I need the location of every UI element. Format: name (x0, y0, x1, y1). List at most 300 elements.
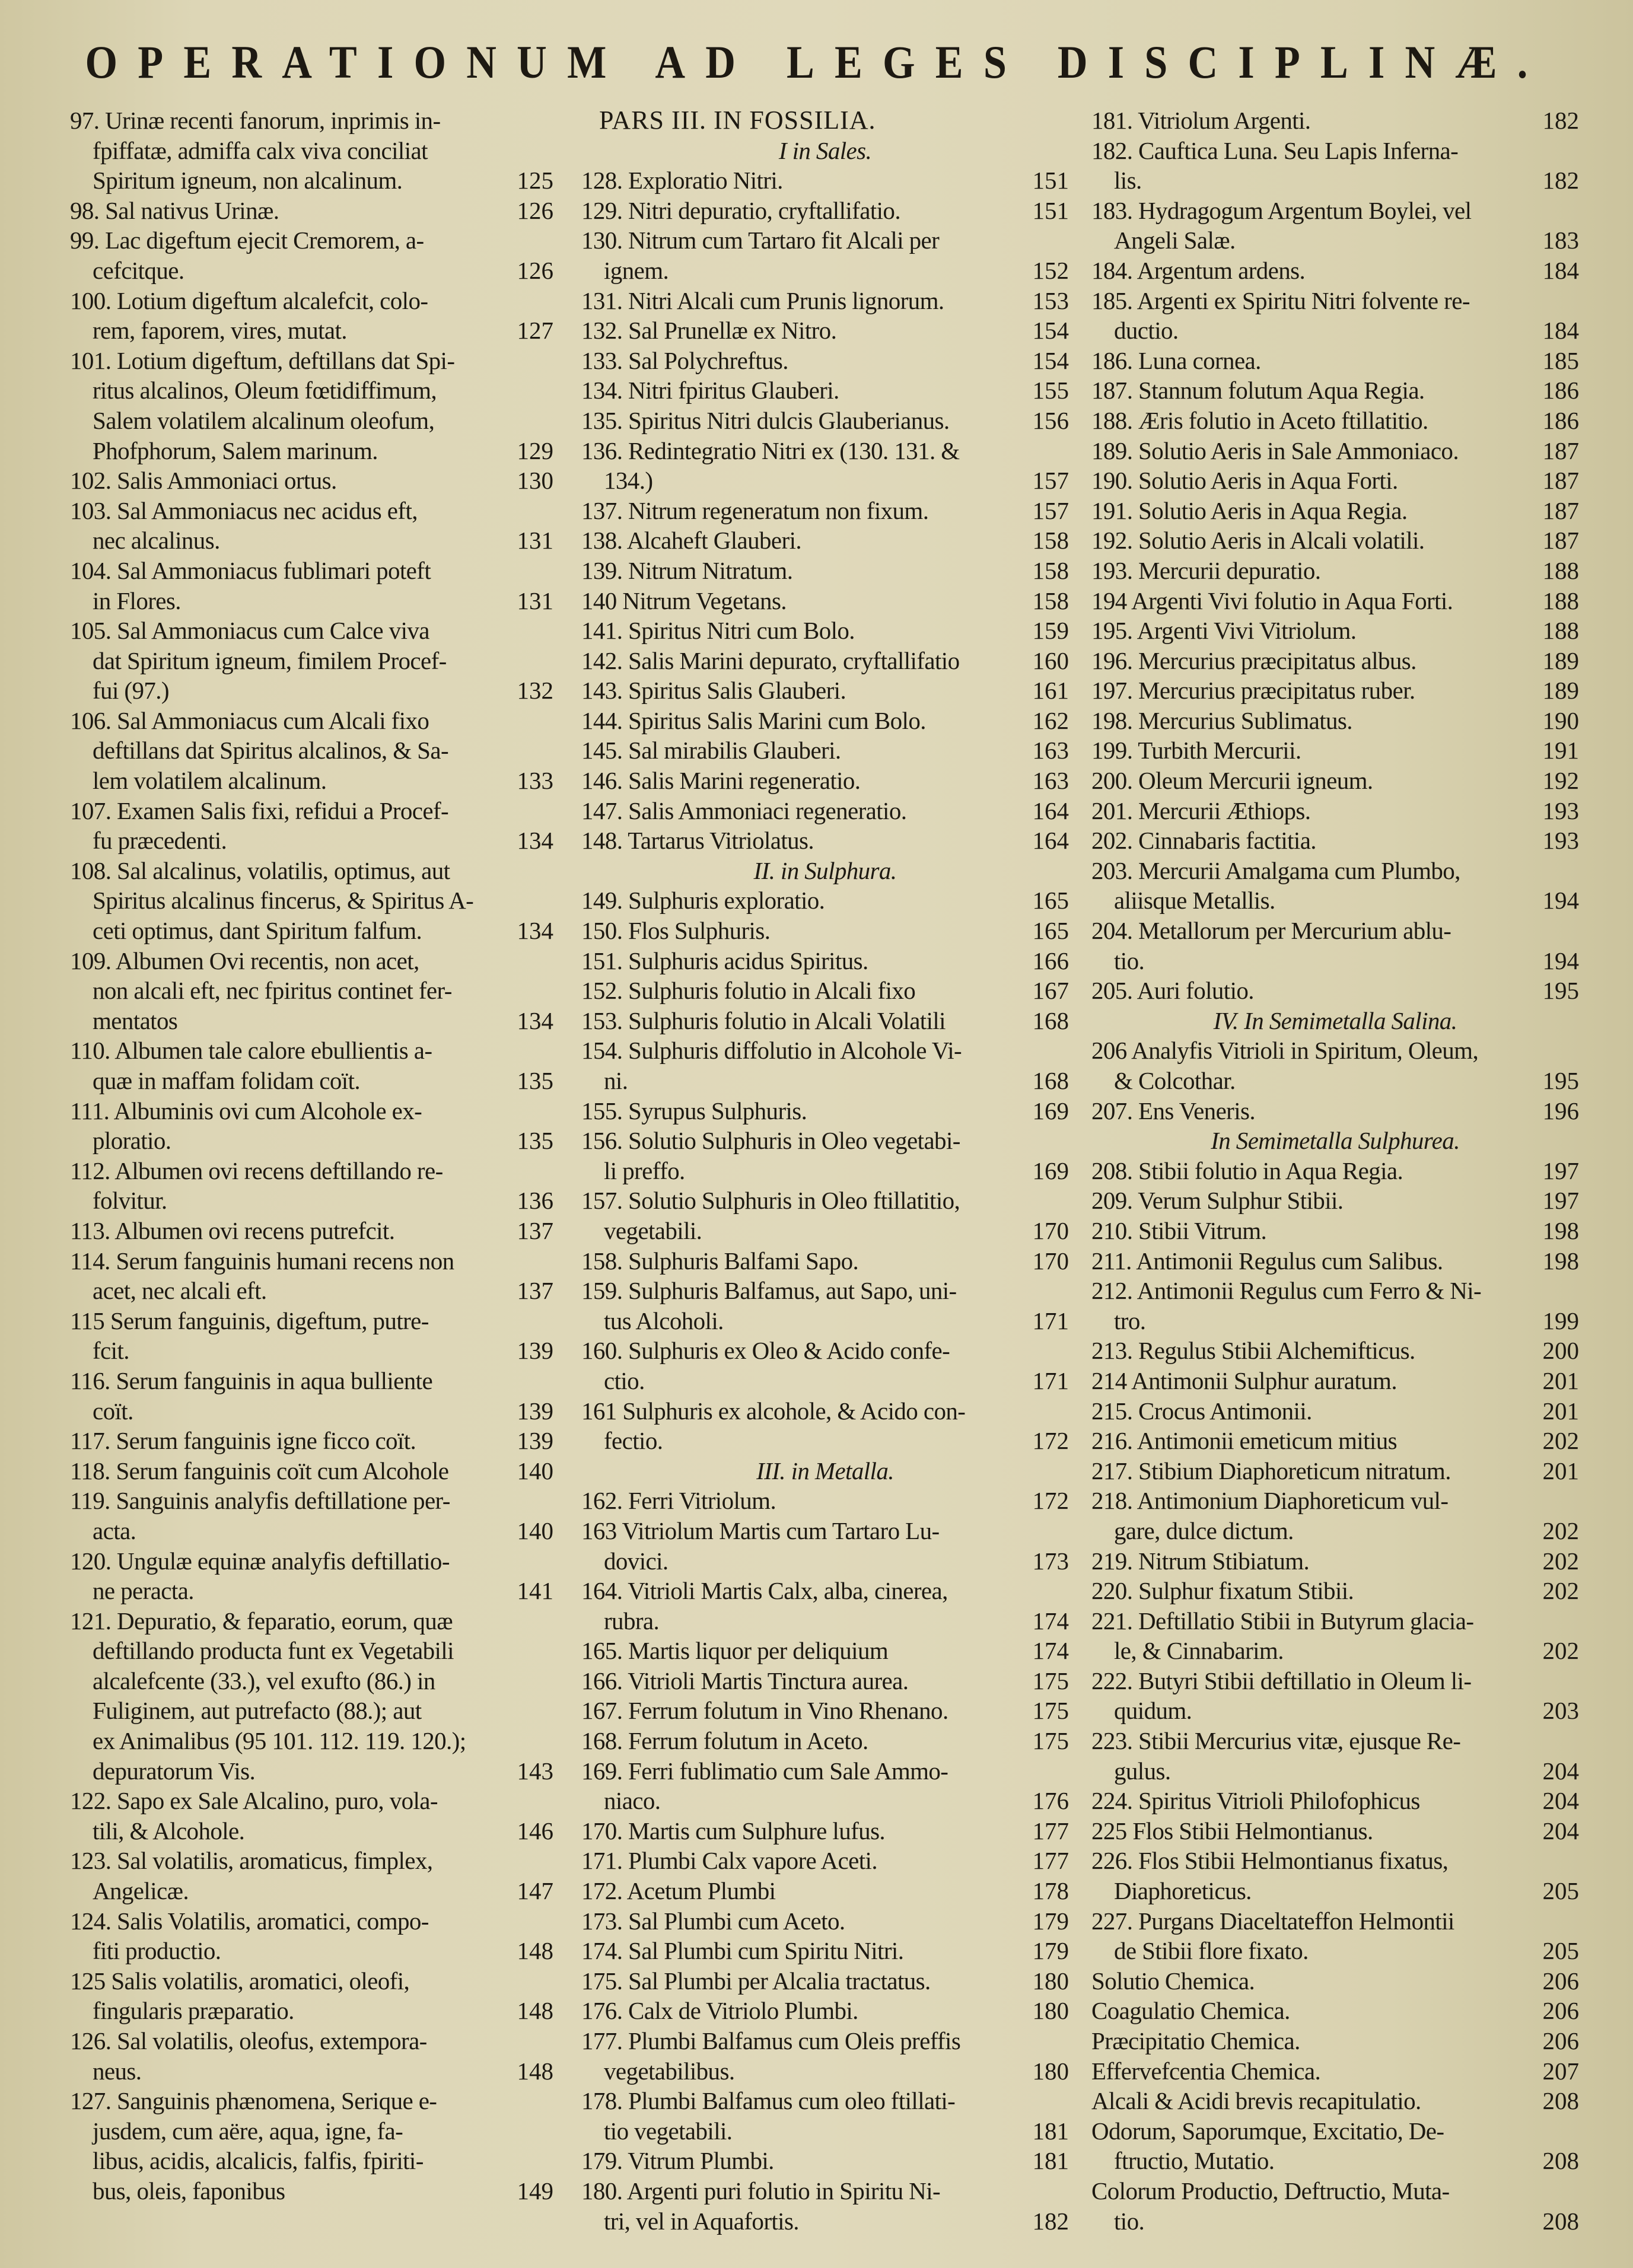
index-entry-line (581, 375, 1069, 406)
entry-text: coït. (93, 1397, 133, 1425)
index-entry-line (1091, 1396, 1579, 1426)
index-entry-line (70, 1516, 553, 1546)
entry-text: 135. Spiritus Nitri dulcis Glauberianus. (581, 406, 950, 434)
index-entry-line (1091, 1426, 1579, 1456)
index-column-right (1091, 106, 1579, 2236)
entry-text: tio. (1114, 2207, 1145, 2235)
page-number: 135 (517, 1067, 553, 1094)
index-entry-line (1091, 1606, 1579, 1636)
entry-text: 195. Argenti Vivi Vitriolum. (1091, 617, 1357, 645)
index-entry-line (581, 1666, 1069, 1696)
index-entry-line (581, 346, 1069, 376)
index-entry-line (581, 1876, 1069, 1906)
index-entry-line (70, 616, 553, 646)
page-number: 137 (517, 1216, 553, 1244)
index-entry-line (70, 1006, 553, 1036)
entry-text: 211. Antimonii Regulus cum Salibus. (1091, 1247, 1443, 1275)
entry-text: 222. Butyri Stibii deftillatio in Oleum li- (1091, 1667, 1472, 1694)
entry-text: 123. Sal volatilis, aromaticus, fimplex, (70, 1847, 433, 1875)
index-entry-line (581, 1096, 1069, 1126)
page-number: 139 (517, 1337, 553, 1365)
entry-text: 133. Sal Polychreftus. (581, 346, 788, 374)
index-entry-line (581, 616, 1069, 646)
index-entry-line (70, 196, 553, 226)
entry-text: nec alcalinus. (93, 527, 220, 555)
entry-text: Diaphoreticus. (1114, 1877, 1252, 1905)
page-number: 187 (1542, 527, 1579, 555)
page-number: 197 (1542, 1157, 1579, 1184)
page-number: 151 (1032, 196, 1069, 224)
entry-text: ftructio, Mutatio. (1114, 2147, 1275, 2175)
index-entry-line (581, 496, 1069, 526)
index-entry-line (581, 796, 1069, 826)
page-number: 186 (1542, 377, 1579, 404)
index-entry-line (1091, 556, 1579, 586)
page-number: 176 (1032, 1787, 1069, 1815)
page-number: 191 (1542, 737, 1579, 765)
index-entry-line (70, 586, 553, 616)
entry-text: Spiritus alcalinus fincerus, & Spiritus A- (93, 887, 474, 915)
page-number: 175 (1032, 1667, 1069, 1694)
index-entry-line (70, 1276, 553, 1306)
page-number: 179 (1032, 1907, 1069, 1935)
entry-text: Coagulatio Chemica. (1091, 1997, 1290, 2025)
index-entry-line (70, 1996, 553, 2026)
index-entry-line (581, 1996, 1069, 2026)
index-entry-line (581, 646, 1069, 676)
page-number: 205 (1542, 1937, 1579, 1965)
page-number: 133 (517, 767, 553, 795)
entry-text: 198. Mercurius Sublimatus. (1091, 706, 1352, 734)
entry-text: 126. Sal volatilis, oleofus, extempora- (70, 2027, 427, 2054)
entry-text: 136. Redintegratio Nitri ex (130. 131. & (581, 437, 960, 464)
index-entry-line (1091, 676, 1579, 706)
page-number: 171 (1032, 1366, 1069, 1394)
index-entry-line (70, 1666, 553, 1696)
index-entry-line (70, 1756, 553, 1786)
entry-text: 130. Nitrum cum Tartaro fit Alcali per (581, 227, 940, 254)
index-entry-line (1091, 1336, 1579, 1366)
index-entry-line (1091, 346, 1579, 376)
entry-text: 203. Mercurii Amalgama cum Plumbo, (1091, 856, 1460, 884)
page-number: 157 (1032, 467, 1069, 495)
entry-text: Angelicæ. (93, 1877, 189, 1905)
index-entry-line (70, 225, 553, 256)
entry-text: 226. Flos Stibii Helmontianus fixatus, (1091, 1847, 1449, 1875)
index-entry-line (70, 1456, 553, 1486)
entry-text: 116. Serum fanguinis in aqua bulliente (70, 1366, 433, 1394)
entry-text: dat Spiritum igneum, fimilem Procef- (93, 646, 447, 674)
entry-text: ni. (604, 1067, 628, 1094)
index-entry-line (70, 1786, 553, 1816)
entry-text: aliisque Metallis. (1114, 887, 1275, 915)
index-entry-line (581, 256, 1069, 286)
entry-text: 224. Spiritus Vitrioli Philofophicus (1091, 1787, 1420, 1815)
entry-text: 178. Plumbi Balfamus cum oleo ftillati- (581, 2087, 956, 2115)
index-entry-line (70, 1336, 553, 1366)
page-running-title: OPERATIONUM AD LEGES DISCIPLINÆ. (85, 36, 1548, 88)
page-number: 182 (1032, 2207, 1069, 2235)
entry-text: 140 Nitrum Vegetans. (581, 587, 787, 614)
index-entry-line (581, 1966, 1069, 1996)
page-number: 127 (517, 317, 553, 345)
page-number: 131 (517, 527, 553, 555)
entry-text: 142. Salis Marini depurato, cryftallifatio (581, 646, 960, 674)
index-entry-line (1091, 375, 1579, 406)
page-number: 168 (1032, 1067, 1069, 1094)
page-number: 203 (1542, 1697, 1579, 1725)
index-entry-line (1091, 1216, 1579, 1246)
entry-text: tio vegetabili. (604, 2117, 733, 2145)
index-entry-line (581, 2056, 1069, 2087)
index-entry-line (70, 976, 553, 1006)
index-entry-line (581, 1366, 1069, 1396)
index-entry-line (70, 1486, 553, 1516)
index-entry-line (1091, 1186, 1579, 1216)
index-entry-line (70, 1096, 553, 1126)
index-entry-line (581, 1066, 1069, 1096)
page-number: 172 (1032, 1427, 1069, 1455)
index-entry-line (70, 1696, 553, 1726)
entry-text: ignem. (604, 256, 669, 284)
entry-text: 149. Sulphuris exploratio. (581, 887, 825, 915)
page-number: 202 (1542, 1547, 1579, 1575)
index-entry-line (70, 2116, 553, 2146)
entry-text: niaco. (604, 1787, 661, 1815)
index-entry-line (581, 1306, 1069, 1336)
entry-text: 172. Acetum Plumbi (581, 1877, 776, 1905)
entry-text: 122. Sapo ex Sale Alcalino, puro, vola- (70, 1787, 438, 1815)
index-entry-line (581, 2086, 1069, 2116)
index-entry-line (70, 136, 553, 166)
index-entry-line (70, 1246, 553, 1276)
entry-text: 166. Vitrioli Martis Tinctura aurea. (581, 1667, 909, 1694)
page-number: 139 (517, 1397, 553, 1425)
page-number: 148 (517, 1997, 553, 2025)
entry-text: 210. Stibii Vitrum. (1091, 1216, 1267, 1244)
page-number: 173 (1032, 1547, 1069, 1575)
page-number: 204 (1542, 1757, 1579, 1785)
index-entry-line (581, 976, 1069, 1006)
index-entry-line (581, 826, 1069, 856)
entry-text: 184. Argentum ardens. (1091, 256, 1306, 284)
entry-text: 121. Depuratio, & feparatio, eorum, quæ (70, 1607, 453, 1635)
index-entry-line (581, 1756, 1069, 1786)
entry-text: 102. Salis Ammoniaci ortus. (70, 467, 337, 495)
entry-text: 186. Luna cornea. (1091, 346, 1261, 374)
entry-text: tio. (1114, 947, 1145, 974)
page-number: 183 (1542, 227, 1579, 254)
entry-text: Solutio Chemica. (1091, 1967, 1255, 1995)
page-number: 205 (1542, 1877, 1579, 1905)
index-entry-line (581, 1906, 1069, 1936)
entry-text: 118. Serum fanguinis coït cum Alcohole (70, 1457, 449, 1485)
page-number: 163 (1032, 767, 1069, 795)
entry-text: 124. Salis Volatilis, aromatici, compo- (70, 1907, 429, 1935)
index-entry-line (581, 1516, 1069, 1546)
entry-text: 167. Ferrum folutum in Vino Rhenano. (581, 1697, 948, 1725)
index-entry-line (1091, 1546, 1579, 1576)
page-number: 164 (1032, 827, 1069, 855)
page-number: 208 (1542, 2207, 1579, 2235)
entry-text: 128. Exploratio Nitri. (581, 167, 783, 195)
index-entry-line (70, 796, 553, 826)
index-entry-line (1091, 466, 1579, 496)
page-number: 202 (1542, 1427, 1579, 1455)
entry-text: 191. Solutio Aeris in Aqua Regia. (1091, 496, 1408, 524)
index-entry-line (70, 766, 553, 796)
index-entry-line (581, 1156, 1069, 1186)
index-entry-line (1091, 406, 1579, 436)
entry-text: 181. Vitriolum Argenti. (1091, 107, 1311, 134)
index-entry-line (1091, 1846, 1579, 1876)
index-entry-line (581, 1486, 1069, 1516)
index-entry-line (1091, 735, 1579, 766)
entry-text: 99. Lac digeftum ejecit Cremorem, a- (70, 227, 424, 254)
page-number: 201 (1542, 1457, 1579, 1485)
index-entry-line (70, 1126, 553, 1156)
entry-text: rubra. (604, 1607, 660, 1635)
entry-text: 162. Ferri Vitriolum. (581, 1487, 776, 1515)
page-number: 197 (1542, 1187, 1579, 1215)
entry-text: 132. Sal Prunellæ ex Nitro. (581, 317, 837, 345)
page-number: 206 (1542, 2027, 1579, 2054)
index-entry-line (70, 735, 553, 766)
entry-text: quidum. (1114, 1697, 1192, 1725)
page-number: 163 (1032, 737, 1069, 765)
index-entry-line (70, 646, 553, 676)
index-entry-line (1091, 1486, 1579, 1516)
entry-text: quæ in maffam folidam coït. (93, 1067, 361, 1094)
page-number: 165 (1032, 887, 1069, 915)
page-number: 180 (1032, 1997, 1069, 2025)
page-number: 202 (1542, 1517, 1579, 1544)
index-entry-line (1091, 1666, 1579, 1696)
index-entry-line (70, 2176, 553, 2206)
entry-text: 183. Hydragogum Argentum Boylei, vel (1091, 196, 1472, 224)
page-number: 184 (1542, 317, 1579, 345)
page-number: 198 (1542, 1216, 1579, 1244)
entry-text: 117. Serum fanguinis igne ficco coït. (70, 1427, 416, 1455)
page-number: 153 (1032, 286, 1069, 314)
entry-text: Colorum Productio, Deftructio, Muta- (1091, 2177, 1450, 2205)
entry-text: ritus alcalinos, Oleum fœtidiffimum, (93, 377, 437, 404)
index-entry-line (70, 1216, 553, 1246)
page-number: 126 (517, 196, 553, 224)
entry-text: 223. Stibii Mercurius vitæ, ejusque Re- (1091, 1727, 1461, 1755)
index-entry-line (1091, 2026, 1579, 2056)
index-entry-line (1091, 766, 1579, 796)
index-entry-line (581, 1606, 1069, 1636)
page-number: 140 (517, 1457, 553, 1485)
index-entry-line (70, 1846, 553, 1876)
entry-text: Angeli Salæ. (1114, 227, 1236, 254)
page-number: 154 (1032, 346, 1069, 374)
page-number: 149 (517, 2177, 553, 2205)
index-entry-line (70, 375, 553, 406)
index-entry-line (1091, 946, 1579, 976)
index-entry-line (1091, 1246, 1579, 1276)
page-number: 182 (1542, 167, 1579, 195)
index-entry-line (1091, 1816, 1579, 1846)
entry-text: 134.) (604, 467, 653, 495)
entry-text: 125 Salis volatilis, aromatici, oleofi, (70, 1967, 410, 1995)
index-entry-line (581, 436, 1069, 466)
section-heading (1091, 1126, 1579, 1156)
entry-text: 115 Serum fanguinis, digeftum, putre- (70, 1307, 429, 1334)
entry-text: de Stibii flore fixato. (1114, 1937, 1309, 1965)
index-entry-line (581, 1246, 1069, 1276)
index-entry-line (1091, 1306, 1579, 1336)
index-entry-line (70, 1936, 553, 1966)
index-entry-line (1091, 1456, 1579, 1486)
index-entry-line (581, 735, 1069, 766)
entry-text: rem, faporem, vires, mutat. (93, 317, 347, 345)
entry-text: 164. Vitrioli Martis Calx, alba, cinerea, (581, 1577, 948, 1605)
index-entry-line (581, 1546, 1069, 1576)
index-entry-line (1091, 1366, 1579, 1396)
entry-text: 187. Stannum folutum Aqua Regia. (1091, 377, 1425, 404)
page-number: 134 (517, 827, 553, 855)
index-entry-line (70, 1816, 553, 1846)
entry-text: fcit. (93, 1337, 129, 1365)
index-entry-line (1091, 2056, 1579, 2087)
entry-text: 214 Antimonii Sulphur auratum. (1091, 1366, 1397, 1394)
index-entry-line (70, 1906, 553, 1936)
page-number: 143 (517, 1757, 553, 1785)
entry-text: 179. Vitrum Plumbi. (581, 2147, 774, 2175)
index-column-middle (581, 106, 1069, 2236)
entry-text: 160. Sulphuris ex Oleo & Acido confe- (581, 1337, 950, 1365)
page-number: 184 (1542, 256, 1579, 284)
page-number: 167 (1032, 977, 1069, 1005)
index-entry-line (1091, 1156, 1579, 1186)
index-entry-line (581, 1426, 1069, 1456)
entry-text: ductio. (1114, 317, 1179, 345)
entry-text: dovici. (604, 1547, 669, 1575)
page-number: 140 (517, 1517, 553, 1544)
index-entry-line (1091, 1996, 1579, 2026)
index-entry-line (70, 2086, 553, 2116)
page-number: 177 (1032, 1847, 1069, 1875)
page-number: 170 (1032, 1247, 1069, 1275)
entry-text: 204. Metallorum per Mercurium ablu- (1091, 917, 1451, 945)
page-number: 206 (1542, 1967, 1579, 1995)
index-entry-line (1091, 796, 1579, 826)
entry-text: Præcipitatio Chemica. (1091, 2027, 1300, 2054)
entry-text: 175. Sal Plumbi per Alcalia tractatus. (581, 1967, 931, 1995)
page-number: 139 (517, 1427, 553, 1455)
page-number: 158 (1032, 556, 1069, 584)
entry-text: 221. Deftillatio Stibii in Butyrum glacia- (1091, 1607, 1474, 1635)
index-entry-line (70, 676, 553, 706)
page-number: 160 (1032, 646, 1069, 674)
index-entry-line (70, 496, 553, 526)
entry-text: 206 Analyfis Vitrioli in Spiritum, Oleum, (1091, 1037, 1479, 1065)
page-number: 159 (1032, 617, 1069, 645)
part-heading (581, 106, 1069, 136)
page-number: 177 (1032, 1817, 1069, 1845)
entry-text: lem volatilem alcalinum. (93, 767, 327, 795)
entry-text: 129. Nitri depuratio, cryftallifatio. (581, 196, 900, 224)
entry-text: 107. Examen Salis fixi, refidui a Procef- (70, 797, 449, 824)
index-entry-line (581, 1696, 1069, 1726)
page-number: 135 (517, 1127, 553, 1155)
entry-text: 189. Solutio Aeris in Sale Ammoniaco. (1091, 437, 1459, 464)
page-number: 208 (1542, 2147, 1579, 2175)
index-entry-line (1091, 525, 1579, 556)
entry-text: fu præcedenti. (93, 827, 227, 855)
entry-text: 105. Sal Ammoniacus cum Calce viva (70, 617, 429, 645)
entry-text: acta. (93, 1517, 136, 1544)
index-entry-line (581, 1186, 1069, 1216)
entry-text: 138. Alcaheft Glauberi. (581, 527, 802, 555)
section-heading (581, 856, 1069, 886)
index-entry-line (1091, 196, 1579, 226)
entry-text: 207. Ens Veneris. (1091, 1097, 1256, 1125)
entry-text: 145. Sal mirabilis Glauberi. (581, 737, 841, 765)
index-entry-line (1091, 616, 1579, 646)
entry-text: 159. Sulphuris Balfamus, aut Sapo, uni- (581, 1277, 957, 1305)
entry-text: fiti productio. (93, 1937, 221, 1965)
page-number: 187 (1542, 496, 1579, 524)
index-entry-line (581, 286, 1069, 316)
index-entry-line (581, 1216, 1069, 1246)
index-entry-line (1091, 165, 1579, 196)
page-number: 157 (1032, 496, 1069, 524)
entry-text: ceti optimus, dant Spiritum falfum. (93, 917, 422, 945)
index-entry-line (581, 1396, 1069, 1426)
index-entry-line (70, 436, 553, 466)
entry-text: 225 Flos Stibii Helmontianus. (1091, 1817, 1373, 1845)
page-number: 156 (1032, 406, 1069, 434)
entry-text: 177. Plumbi Balfamus cum Oleis preffis (581, 2027, 961, 2054)
entry-text: 197. Mercurius præcipitatus ruber. (1091, 677, 1415, 705)
entry-text: 205. Auri folutio. (1091, 977, 1254, 1005)
page-number: 182 (1542, 107, 1579, 134)
page-number: 185 (1542, 346, 1579, 374)
entry-text: 109. Albumen Ovi recentis, non acet, (70, 947, 419, 974)
entry-text: 144. Spiritus Salis Marini cum Bolo. (581, 706, 926, 734)
index-entry-line (581, 1786, 1069, 1816)
page-number: 166 (1032, 947, 1069, 974)
index-column-left (70, 106, 553, 2206)
entry-text: depuratorum Vis. (93, 1757, 256, 1785)
entry-text: tus Alcoholi. (604, 1307, 724, 1334)
entry-text: 208. Stibii folutio in Aqua Regia. (1091, 1157, 1403, 1184)
entry-text: I in Sales. (778, 136, 872, 164)
index-entry-line (70, 316, 553, 346)
entry-text: 168. Ferrum folutum in Aceto. (581, 1727, 868, 1755)
index-entry-line (581, 2176, 1069, 2206)
entry-text: 127. Sanguinis phænomena, Serique e- (70, 2087, 437, 2115)
index-entry-line (1091, 225, 1579, 256)
index-entry-line (1091, 2146, 1579, 2176)
entry-text: 139. Nitrum Nitratum. (581, 556, 793, 584)
entry-text: alcalefcente (33.), vel exufto (86.) in (93, 1667, 435, 1694)
entry-text: 163 Vitriolum Martis cum Tartaro Lu- (581, 1517, 940, 1544)
index-entry-line (581, 406, 1069, 436)
page-number: 154 (1032, 317, 1069, 345)
entry-text: 152. Sulphuris folutio in Alcali fixo (581, 977, 916, 1005)
page-number: 130 (517, 467, 553, 495)
entry-text: 209. Verum Sulphur Stibii. (1091, 1187, 1344, 1215)
entry-text: 101. Lotium digeftum, deftillans dat Spi- (70, 346, 455, 374)
page-number: 201 (1542, 1366, 1579, 1394)
index-entry-line (1091, 286, 1579, 316)
index-entry-line (1091, 1966, 1579, 1996)
page-number: 165 (1032, 917, 1069, 945)
